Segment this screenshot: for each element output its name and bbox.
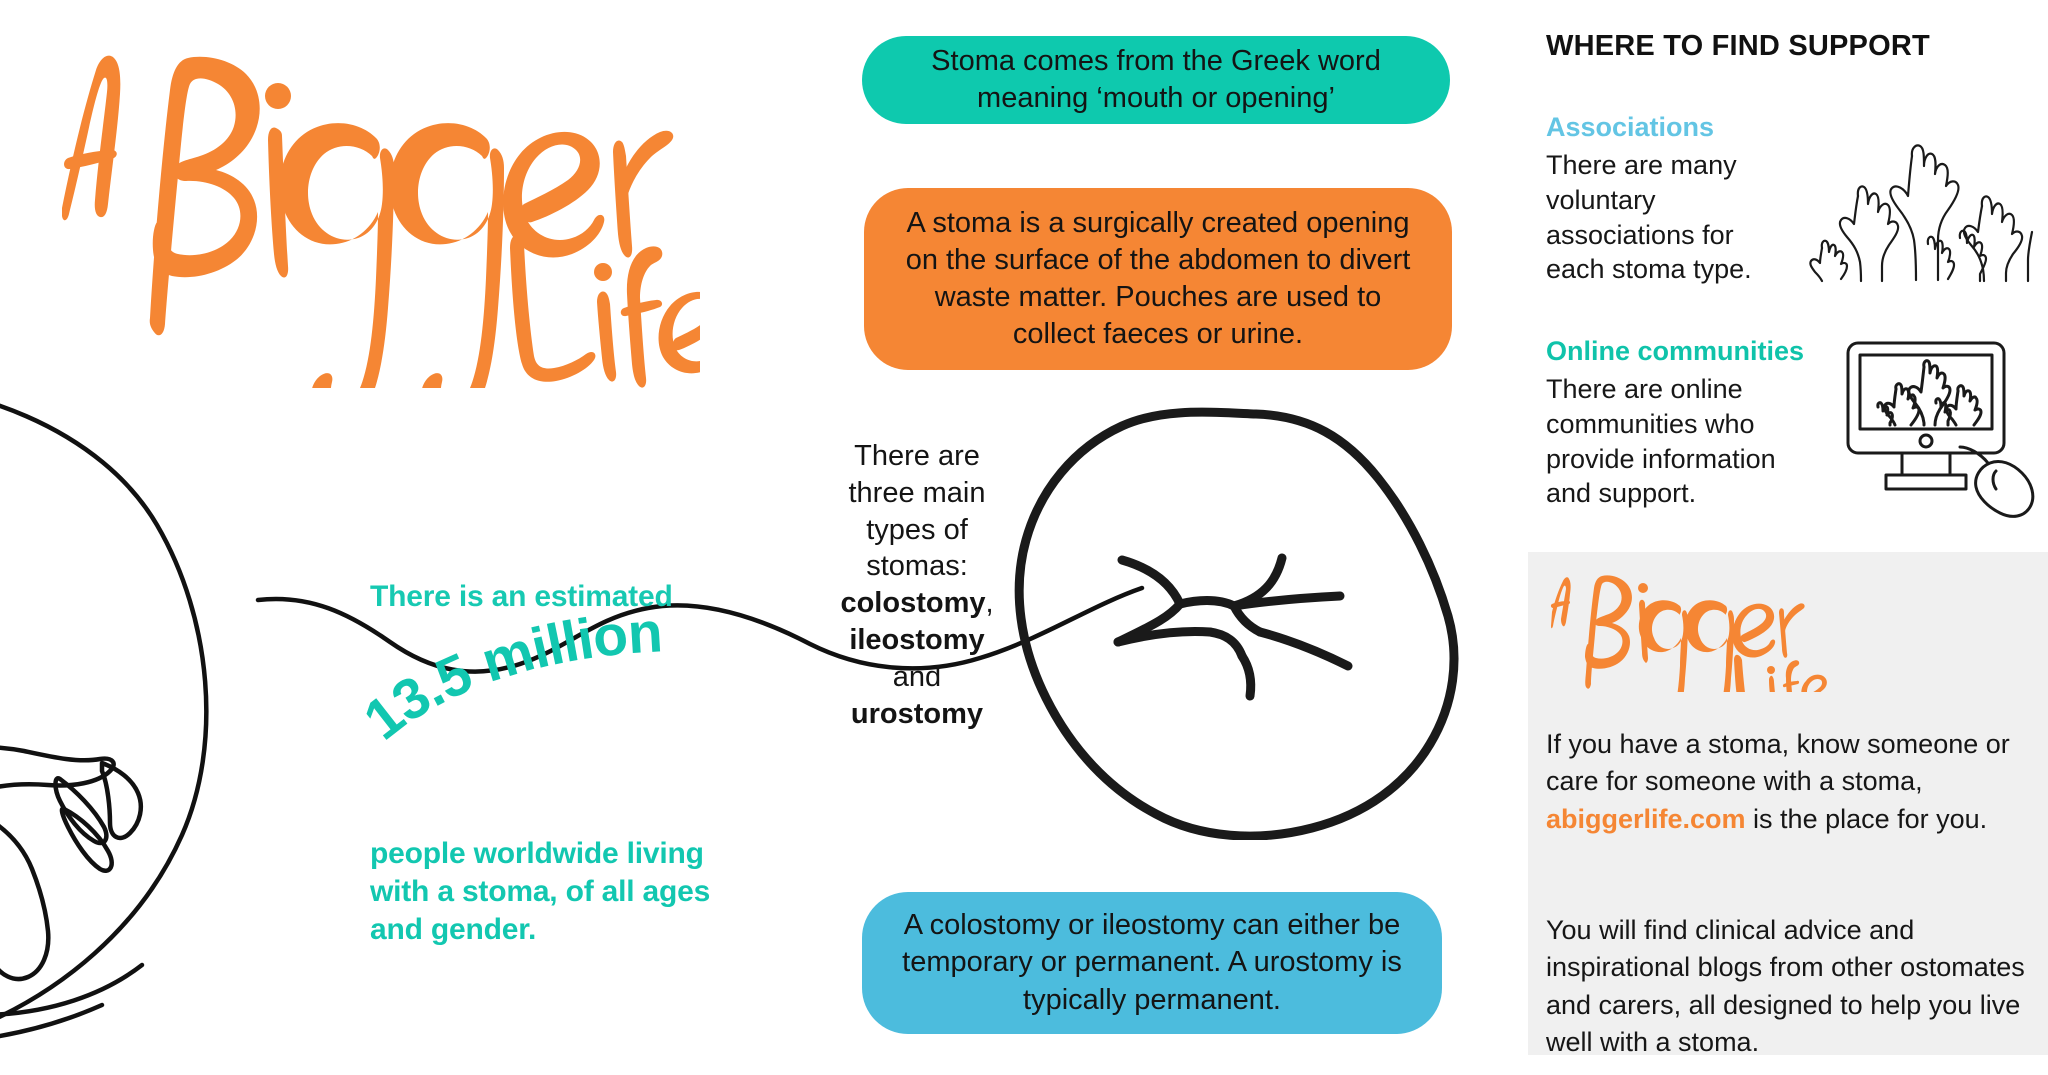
raised-hands-icon [1800,140,2040,285]
brand-logo [20,8,700,388]
stat-big-number-text: 13.5 million [352,600,664,753]
associations-heading: Associations [1546,112,1715,142]
stat-body-line-1: people worldwide living [370,837,704,870]
panel-para1-before: If you have a stoma, know someone or care for someone with a stoma, [1546,729,2010,797]
associations-body: There are many voluntary associations for each stoma type. [1546,150,1752,285]
permanence-pill [862,892,1442,1034]
stat-heading: There is an estimated [370,580,673,613]
panel-para1-after: is the place for you. [1745,803,1988,834]
stoma-definition-text: A stoma is a surgically created opening on the surface of the abdomen to divert waste matter. Pouches are used to collect faeces or urine. [905,206,1411,351]
stoma-illustration [1010,400,1470,840]
stoma-type-colostomy: colostomy [840,587,986,620]
stoma-types-intro: There are three main types of stomas: [848,440,986,583]
svg-text:13.5 million [352,600,663,752]
panel-paragraph-1 [1546,726,2026,838]
stat-body-line-2: with a stoma, of all ages [370,875,711,909]
stoma-types-comma: , [985,587,994,620]
greek-origin-text: Stoma comes from the Greek word meaning ‘mouth or opening’ [931,44,1381,114]
stat-big-number [352,600,770,760]
online-communities-body: There are online communities who provide information and support. [1546,374,1776,509]
stat-body-line-3: and gender. [370,913,537,947]
panel-brand-logo [1546,572,1846,692]
support-section-title: WHERE TO FIND SUPPORT [1546,30,1930,62]
monitor-icon [1840,335,2048,523]
globe-icon [0,365,372,1065]
online-communities-heading: Online communities [1546,336,1805,366]
stoma-types-block [828,438,1006,733]
abiggerlife-link[interactable]: abiggerlife.com [1546,803,1746,834]
greek-origin-pill [862,36,1450,124]
stoma-types-and: and [892,660,942,693]
stoma-type-ileostomy: ileostomy [849,624,985,657]
stoma-type-urostomy: urostomy [850,697,984,730]
stat-body [370,835,790,949]
panel-paragraph-2: You will find clinical advice and inspirational blogs from other ostomates and carers, all designed to help you live well with a stoma. [1546,915,2025,1057]
stoma-definition-pill [864,188,1452,370]
permanence-text: A colostomy or ileostomy can either be temporary or permanent. A urostomy is typically permanent. [902,909,1402,1016]
